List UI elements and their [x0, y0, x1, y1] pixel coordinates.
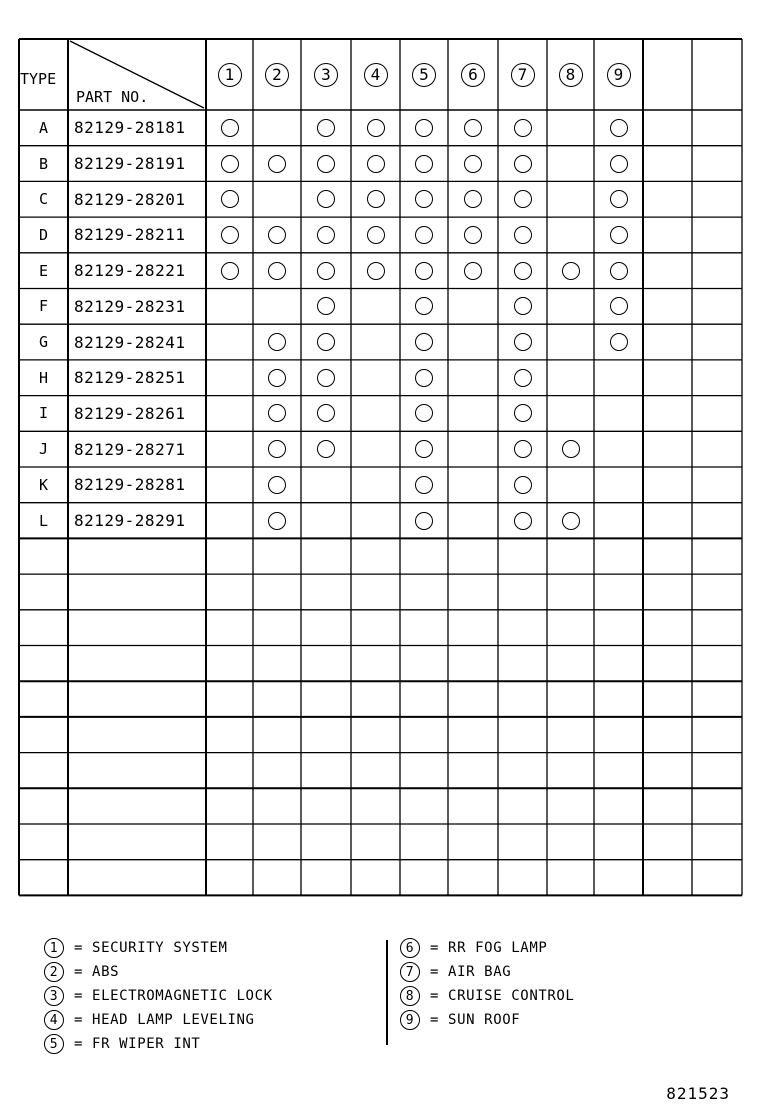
applicable-mark-circle	[268, 369, 286, 387]
applicable-mark-circle	[514, 119, 532, 137]
applicable-mark-circle	[268, 512, 286, 530]
legend-text: = FR WIPER INT	[74, 1036, 201, 1052]
column-header-7: 7	[511, 63, 535, 87]
legend-item	[400, 960, 574, 984]
applicable-mark-circle	[514, 404, 532, 422]
column-header-3: 3	[314, 63, 338, 87]
legend-number-circle: 1	[44, 938, 64, 958]
type-cell: F	[38, 297, 49, 316]
column-header-4: 4	[364, 63, 388, 87]
applicable-mark-circle	[367, 155, 385, 173]
part-number-cell: 82129-28231	[74, 296, 186, 316]
applicable-mark-circle	[221, 226, 239, 244]
legend-right	[400, 936, 574, 1032]
applicable-mark-circle	[221, 119, 239, 137]
legend-number-circle: 6	[400, 938, 420, 958]
legend-text: = SECURITY SYSTEM	[74, 940, 228, 956]
type-cell: G	[38, 333, 49, 352]
part-number-cell: 82129-28201	[74, 189, 186, 209]
applicable-mark-circle	[317, 369, 335, 387]
applicable-mark-circle	[562, 262, 580, 280]
legend-left	[44, 936, 273, 1056]
legend-number-circle: 9	[400, 1010, 420, 1030]
applicable-mark-circle	[610, 333, 628, 351]
applicable-mark-circle	[317, 333, 335, 351]
column-header-8: 8	[559, 63, 583, 87]
legend-number-circle: 8	[400, 986, 420, 1006]
legend-text: = SUN ROOF	[430, 1012, 521, 1028]
legend-item	[400, 984, 574, 1008]
legend-number-circle: 4	[44, 1010, 64, 1030]
applicable-mark-circle	[464, 155, 482, 173]
column-header-9: 9	[607, 63, 631, 87]
legend-text: = RR FOG LAMP	[430, 940, 548, 956]
applicable-mark-circle	[514, 226, 532, 244]
part-number-cell: 82129-28271	[74, 439, 186, 459]
applicable-mark-circle	[415, 369, 433, 387]
applicable-mark-circle	[367, 262, 385, 280]
column-header-5: 5	[412, 63, 436, 87]
applicable-mark-circle	[317, 262, 335, 280]
applicable-mark-circle	[562, 512, 580, 530]
applicable-mark-circle	[415, 476, 433, 494]
applicable-mark-circle	[317, 155, 335, 173]
applicable-mark-circle	[610, 119, 628, 137]
applicable-mark-circle	[268, 333, 286, 351]
applicable-mark-circle	[415, 333, 433, 351]
legend-number-circle: 7	[400, 962, 420, 982]
applicable-mark-circle	[221, 262, 239, 280]
applicable-mark-circle	[221, 190, 239, 208]
applicable-mark-circle	[610, 190, 628, 208]
type-header: TYPE	[20, 70, 57, 88]
applicable-mark-circle	[514, 262, 532, 280]
applicable-mark-circle	[610, 155, 628, 173]
part-number-cell: 82129-28281	[74, 475, 186, 495]
applicable-mark-circle	[514, 476, 532, 494]
legend-text: = HEAD LAMP LEVELING	[74, 1012, 255, 1028]
legend-item	[44, 960, 273, 984]
applicable-mark-circle	[268, 262, 286, 280]
legend-item	[44, 1008, 273, 1032]
type-cell: H	[38, 368, 49, 387]
part-number-cell: 82129-28261	[74, 403, 186, 423]
applicable-mark-circle	[610, 262, 628, 280]
legend-text: = ABS	[74, 964, 120, 980]
part-number-cell: 82129-28181	[74, 118, 186, 138]
legend-number-circle: 2	[44, 962, 64, 982]
type-cell: K	[38, 475, 49, 494]
type-cell: E	[38, 261, 49, 280]
legend-number-circle: 5	[44, 1034, 64, 1054]
part-number-cell: 82129-28241	[74, 332, 186, 352]
applicable-mark-circle	[610, 297, 628, 315]
legend-item	[400, 1008, 574, 1032]
applicable-mark-circle	[464, 119, 482, 137]
legend-divider	[386, 940, 388, 1045]
applicable-mark-circle	[464, 226, 482, 244]
applicable-mark-circle	[610, 226, 628, 244]
applicable-mark-circle	[415, 155, 433, 173]
legend-number-circle: 3	[44, 986, 64, 1006]
legend-item	[44, 1032, 273, 1056]
applicable-mark-circle	[562, 440, 580, 458]
type-cell: A	[38, 118, 49, 137]
applicable-mark-circle	[415, 512, 433, 530]
applicable-mark-circle	[268, 476, 286, 494]
applicable-mark-circle	[514, 512, 532, 530]
applicable-mark-circle	[317, 119, 335, 137]
applicable-mark-circle	[415, 119, 433, 137]
type-cell: C	[38, 190, 49, 209]
part-no-header: PART NO.	[76, 88, 149, 106]
applicable-mark-circle	[514, 369, 532, 387]
legend-text: = ELECTROMAGNETIC LOCK	[74, 988, 273, 1004]
applicable-mark-circle	[514, 333, 532, 351]
applicable-mark-circle	[514, 297, 532, 315]
part-number-cell: 82129-28221	[74, 261, 186, 281]
type-cell: D	[38, 225, 49, 244]
applicable-mark-circle	[464, 262, 482, 280]
legend-item	[400, 936, 574, 960]
column-header-1: 1	[218, 63, 242, 87]
part-number-cell: 82129-28211	[74, 225, 186, 245]
legend-text: = AIR BAG	[430, 964, 512, 980]
applicable-mark-circle	[415, 226, 433, 244]
applicable-mark-circle	[514, 440, 532, 458]
applicable-mark-circle	[268, 155, 286, 173]
applicable-mark-circle	[415, 262, 433, 280]
applicable-mark-circle	[514, 190, 532, 208]
applicable-mark-circle	[268, 226, 286, 244]
type-cell: I	[38, 404, 49, 423]
applicable-mark-circle	[367, 226, 385, 244]
diagram-id: 821523	[666, 1084, 730, 1103]
legend-text: = CRUISE CONTROL	[430, 988, 575, 1004]
legend-item	[44, 936, 273, 960]
applicable-mark-circle	[367, 119, 385, 137]
applicable-mark-circle	[514, 155, 532, 173]
legend-item	[44, 984, 273, 1008]
column-header-6: 6	[461, 63, 485, 87]
type-cell: L	[38, 511, 49, 530]
type-cell: J	[38, 440, 49, 459]
part-number-cell: 82129-28291	[74, 511, 186, 531]
part-number-cell: 82129-28191	[74, 154, 186, 174]
type-cell: B	[38, 154, 49, 173]
column-header-2: 2	[265, 63, 289, 87]
part-number-cell: 82129-28251	[74, 368, 186, 388]
applicable-mark-circle	[367, 190, 385, 208]
applicable-mark-circle	[221, 155, 239, 173]
applicable-mark-circle	[317, 226, 335, 244]
